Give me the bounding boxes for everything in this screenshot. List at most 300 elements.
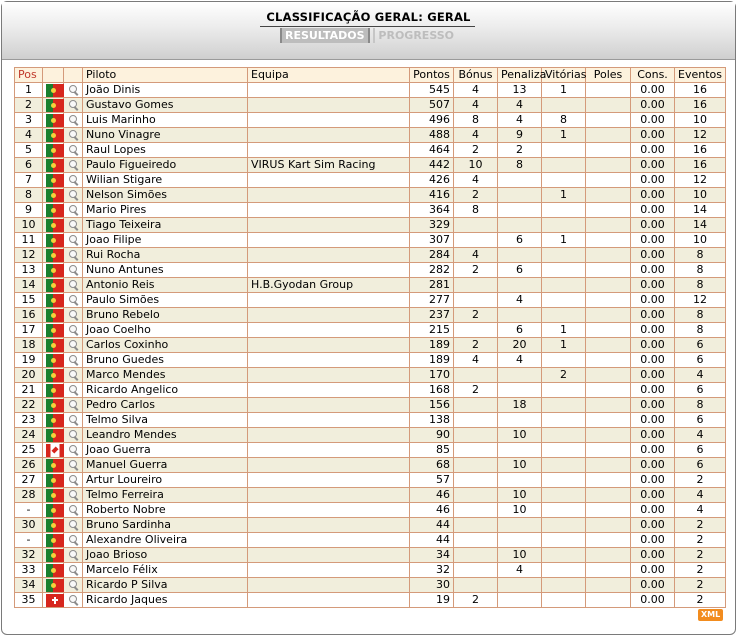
cell-team bbox=[248, 593, 410, 608]
cell-bonus bbox=[454, 218, 498, 233]
cell-bonus bbox=[454, 548, 498, 563]
cell-penalty bbox=[498, 188, 542, 203]
magnifier-icon[interactable] bbox=[68, 100, 79, 111]
cell-bonus bbox=[454, 368, 498, 383]
cell-events: 2 bbox=[675, 473, 726, 488]
flag-cell bbox=[43, 308, 64, 323]
cell-wins bbox=[542, 593, 586, 608]
cell-pos: 26 bbox=[15, 458, 43, 473]
magnifier-icon[interactable] bbox=[68, 595, 79, 606]
details-cell[interactable] bbox=[64, 413, 83, 428]
details-cell[interactable] bbox=[64, 563, 83, 578]
cell-cons: 0.00 bbox=[631, 203, 675, 218]
cell-bonus: 2 bbox=[454, 593, 498, 608]
magnifier-icon[interactable] bbox=[68, 295, 79, 306]
cell-bonus bbox=[454, 518, 498, 533]
table-row bbox=[15, 98, 726, 113]
details-cell[interactable] bbox=[64, 203, 83, 218]
details-cell[interactable] bbox=[64, 293, 83, 308]
cell-cons: 0.00 bbox=[631, 158, 675, 173]
cell-points: 364 bbox=[410, 203, 454, 218]
cell-events: 14 bbox=[675, 218, 726, 233]
col-header-penaliza[interactable]: Penaliza bbox=[498, 68, 542, 83]
cell-wins bbox=[542, 563, 586, 578]
cell-penalty: 10 bbox=[498, 428, 542, 443]
cell-team bbox=[248, 293, 410, 308]
cell-driver[interactable]: Tiago Teixeira bbox=[83, 218, 248, 233]
cell-bonus: 4 bbox=[454, 128, 498, 143]
details-cell[interactable] bbox=[64, 308, 83, 323]
cell-driver[interactable]: Marcelo Félix bbox=[83, 563, 248, 578]
table-row bbox=[15, 398, 726, 413]
details-cell[interactable] bbox=[64, 353, 83, 368]
portugal-flag-icon bbox=[46, 204, 64, 217]
cell-pos: 9 bbox=[15, 203, 43, 218]
flag-cell bbox=[43, 203, 64, 218]
cell-points: 44 bbox=[410, 518, 454, 533]
magnifier-icon[interactable] bbox=[68, 430, 79, 441]
portugal-flag-icon bbox=[46, 384, 64, 397]
cell-cons: 0.00 bbox=[631, 533, 675, 548]
cell-pos: 32 bbox=[15, 548, 43, 563]
cell-penalty: 2 bbox=[498, 143, 542, 158]
cell-driver[interactable]: Joao Filipe bbox=[83, 233, 248, 248]
portugal-flag-icon bbox=[46, 159, 64, 172]
cell-points: 329 bbox=[410, 218, 454, 233]
cell-penalty bbox=[498, 173, 542, 188]
magnifier-icon[interactable] bbox=[68, 250, 79, 261]
cell-poles bbox=[586, 158, 631, 173]
magnifier-icon[interactable] bbox=[68, 520, 79, 531]
magnifier-icon[interactable] bbox=[68, 325, 79, 336]
cell-bonus: 8 bbox=[454, 113, 498, 128]
magnifier-icon[interactable] bbox=[68, 190, 79, 201]
title-underline bbox=[260, 26, 475, 27]
details-cell[interactable] bbox=[64, 263, 83, 278]
cell-bonus bbox=[454, 563, 498, 578]
magnifier-icon[interactable] bbox=[68, 490, 79, 501]
cell-points: 138 bbox=[410, 413, 454, 428]
cell-pos: 8 bbox=[15, 188, 43, 203]
cell-team bbox=[248, 188, 410, 203]
cell-points: 170 bbox=[410, 368, 454, 383]
cell-bonus bbox=[454, 278, 498, 293]
cell-poles bbox=[586, 398, 631, 413]
details-cell[interactable] bbox=[64, 533, 83, 548]
portugal-flag-icon bbox=[46, 354, 64, 367]
cell-poles bbox=[586, 488, 631, 503]
magnifier-icon[interactable] bbox=[68, 400, 79, 411]
cell-wins bbox=[542, 458, 586, 473]
flag-cell bbox=[43, 83, 64, 98]
cell-driver[interactable]: Roberto Nobre bbox=[83, 503, 248, 518]
cell-penalty: 4 bbox=[498, 98, 542, 113]
col-header-pontos[interactable]: Pontos bbox=[410, 68, 454, 83]
cell-penalty: 8 bbox=[498, 158, 542, 173]
cell-events: 14 bbox=[675, 203, 726, 218]
magnifier-icon[interactable] bbox=[68, 460, 79, 471]
cell-events: 8 bbox=[675, 278, 726, 293]
cell-driver[interactable]: Bruno Guedes bbox=[83, 353, 248, 368]
cell-penalty bbox=[498, 203, 542, 218]
cell-driver[interactable]: Nuno Antunes bbox=[83, 263, 248, 278]
cell-driver[interactable]: Nelson Simões bbox=[83, 188, 248, 203]
cell-poles bbox=[586, 353, 631, 368]
cell-cons: 0.00 bbox=[631, 578, 675, 593]
cell-cons: 0.00 bbox=[631, 503, 675, 518]
col-header-poles[interactable]: Poles bbox=[586, 68, 631, 83]
portugal-flag-icon bbox=[46, 99, 64, 112]
cell-poles bbox=[586, 443, 631, 458]
cell-pos: 19 bbox=[15, 353, 43, 368]
cell-cons: 0.00 bbox=[631, 113, 675, 128]
details-cell[interactable] bbox=[64, 248, 83, 263]
cell-team bbox=[248, 218, 410, 233]
details-cell[interactable] bbox=[64, 473, 83, 488]
cell-driver[interactable]: Joao Brioso bbox=[83, 548, 248, 563]
cell-events: 12 bbox=[675, 173, 726, 188]
cell-driver[interactable]: Leandro Mendes bbox=[83, 428, 248, 443]
cell-points: 215 bbox=[410, 323, 454, 338]
details-cell[interactable] bbox=[64, 83, 83, 98]
cell-driver[interactable]: Raul Lopes bbox=[83, 143, 248, 158]
cell-pos: 13 bbox=[15, 263, 43, 278]
cell-cons: 0.00 bbox=[631, 248, 675, 263]
cell-driver[interactable]: Gustavo Gomes bbox=[83, 98, 248, 113]
cell-team: VIRUS Kart Sim Racing bbox=[248, 158, 410, 173]
cell-team bbox=[248, 548, 410, 563]
cell-poles bbox=[586, 548, 631, 563]
details-cell[interactable] bbox=[64, 113, 83, 128]
magnifier-icon[interactable] bbox=[68, 340, 79, 351]
table-row bbox=[15, 503, 726, 518]
panel-header bbox=[2, 2, 735, 60]
cell-driver[interactable]: Rui Rocha bbox=[83, 248, 248, 263]
cell-poles bbox=[586, 473, 631, 488]
cell-bonus: 2 bbox=[454, 338, 498, 353]
cell-bonus bbox=[454, 323, 498, 338]
cell-pos: - bbox=[15, 533, 43, 548]
cell-penalty: 4 bbox=[498, 293, 542, 308]
cell-cons: 0.00 bbox=[631, 458, 675, 473]
cell-team bbox=[248, 323, 410, 338]
cell-points: 85 bbox=[410, 443, 454, 458]
magnifier-icon[interactable] bbox=[68, 385, 79, 396]
table-row bbox=[15, 113, 726, 128]
table-row bbox=[15, 263, 726, 278]
cell-driver[interactable]: Bruno Rebelo bbox=[83, 308, 248, 323]
cell-pos: 18 bbox=[15, 338, 43, 353]
cell-driver[interactable]: Marco Mendes bbox=[83, 368, 248, 383]
cell-cons: 0.00 bbox=[631, 563, 675, 578]
cell-events: 2 bbox=[675, 518, 726, 533]
cell-events: 4 bbox=[675, 368, 726, 383]
cell-poles bbox=[586, 383, 631, 398]
magnifier-icon[interactable] bbox=[68, 310, 79, 321]
cell-driver[interactable]: Ricardo P Silva bbox=[83, 578, 248, 593]
col-header-cons[interactable]: Cons. bbox=[631, 68, 675, 83]
cell-wins bbox=[542, 263, 586, 278]
magnifier-icon[interactable] bbox=[68, 355, 79, 366]
cell-bonus: 2 bbox=[454, 263, 498, 278]
cell-poles bbox=[586, 428, 631, 443]
col-header-flag bbox=[43, 68, 64, 83]
cell-wins bbox=[542, 143, 586, 158]
details-cell[interactable] bbox=[64, 128, 83, 143]
portugal-flag-icon bbox=[46, 414, 64, 427]
cell-team bbox=[248, 203, 410, 218]
cell-penalty bbox=[498, 278, 542, 293]
cell-events: 16 bbox=[675, 158, 726, 173]
cell-cons: 0.00 bbox=[631, 593, 675, 608]
cell-events: 4 bbox=[675, 428, 726, 443]
cell-events: 10 bbox=[675, 113, 726, 128]
magnifier-icon[interactable] bbox=[68, 415, 79, 426]
magnifier-icon[interactable] bbox=[68, 145, 79, 156]
cell-bonus: 4 bbox=[454, 248, 498, 263]
table-row bbox=[15, 233, 726, 248]
cell-wins bbox=[542, 578, 586, 593]
table-row bbox=[15, 548, 726, 563]
cell-driver[interactable]: Artur Loureiro bbox=[83, 473, 248, 488]
magnifier-icon[interactable] bbox=[68, 505, 79, 516]
cell-driver[interactable]: Telmo Ferreira bbox=[83, 488, 248, 503]
details-cell[interactable] bbox=[64, 188, 83, 203]
cell-points: 68 bbox=[410, 458, 454, 473]
details-cell[interactable] bbox=[64, 398, 83, 413]
cell-poles bbox=[586, 413, 631, 428]
details-cell[interactable] bbox=[64, 593, 83, 608]
details-cell[interactable] bbox=[64, 173, 83, 188]
details-cell[interactable] bbox=[64, 278, 83, 293]
cell-driver[interactable]: Paulo Figueiredo bbox=[83, 158, 248, 173]
cell-events: 6 bbox=[675, 443, 726, 458]
cell-driver[interactable]: Luis Marinho bbox=[83, 113, 248, 128]
table-row bbox=[15, 353, 726, 368]
portugal-flag-icon bbox=[46, 564, 64, 577]
magnifier-icon[interactable] bbox=[68, 475, 79, 486]
cell-team bbox=[248, 368, 410, 383]
cell-bonus bbox=[454, 578, 498, 593]
cell-pos: 7 bbox=[15, 173, 43, 188]
cell-driver[interactable]: Wilian Stigare bbox=[83, 173, 248, 188]
cell-events: 2 bbox=[675, 533, 726, 548]
tab-progresso[interactable]: PROGRESSO bbox=[373, 28, 457, 43]
cell-team bbox=[248, 578, 410, 593]
cell-wins bbox=[542, 353, 586, 368]
cell-pos: 12 bbox=[15, 248, 43, 263]
table-header-row bbox=[15, 68, 726, 83]
col-header-vitorias[interactable]: Vitórias bbox=[542, 68, 586, 83]
col-header-bonus[interactable]: Bónus bbox=[454, 68, 498, 83]
cell-events: 2 bbox=[675, 578, 726, 593]
magnifier-icon[interactable] bbox=[68, 565, 79, 576]
cell-events: 6 bbox=[675, 458, 726, 473]
cell-penalty bbox=[498, 533, 542, 548]
table-row bbox=[15, 248, 726, 263]
cell-bonus: 4 bbox=[454, 98, 498, 113]
magnifier-icon[interactable] bbox=[68, 580, 79, 591]
table-row bbox=[15, 563, 726, 578]
cell-team bbox=[248, 413, 410, 428]
cell-bonus: 2 bbox=[454, 188, 498, 203]
magnifier-icon[interactable] bbox=[68, 280, 79, 291]
col-header-piloto[interactable]: Piloto bbox=[83, 68, 248, 83]
cell-events: 6 bbox=[675, 413, 726, 428]
portugal-flag-icon bbox=[46, 174, 64, 187]
cell-penalty: 4 bbox=[498, 353, 542, 368]
details-cell[interactable] bbox=[64, 338, 83, 353]
cell-events: 16 bbox=[675, 83, 726, 98]
cell-driver[interactable]: Mario Pires bbox=[83, 203, 248, 218]
tab-resultados[interactable]: RESULTADOS bbox=[280, 28, 370, 43]
magnifier-icon[interactable] bbox=[68, 220, 79, 231]
cell-points: 284 bbox=[410, 248, 454, 263]
cell-cons: 0.00 bbox=[631, 548, 675, 563]
flag-cell bbox=[43, 293, 64, 308]
cell-cons: 0.00 bbox=[631, 368, 675, 383]
cell-bonus: 10 bbox=[454, 158, 498, 173]
details-cell[interactable] bbox=[64, 98, 83, 113]
details-cell[interactable] bbox=[64, 428, 83, 443]
cell-pos: 23 bbox=[15, 413, 43, 428]
cell-penalty bbox=[498, 443, 542, 458]
cell-penalty: 13 bbox=[498, 83, 542, 98]
details-cell[interactable] bbox=[64, 443, 83, 458]
cell-poles bbox=[586, 188, 631, 203]
cell-penalty bbox=[498, 383, 542, 398]
details-cell[interactable] bbox=[64, 458, 83, 473]
cell-driver[interactable]: Manuel Guerra bbox=[83, 458, 248, 473]
magnifier-icon[interactable] bbox=[68, 115, 79, 126]
cell-driver[interactable]: Joao Coelho bbox=[83, 323, 248, 338]
table-row bbox=[15, 428, 726, 443]
xml-export-button[interactable]: XML bbox=[698, 609, 723, 621]
flag-cell bbox=[43, 143, 64, 158]
col-header-equipa[interactable]: Equipa bbox=[248, 68, 410, 83]
cell-poles bbox=[586, 593, 631, 608]
cell-events: 10 bbox=[675, 233, 726, 248]
cell-team bbox=[248, 128, 410, 143]
magnifier-icon[interactable] bbox=[68, 445, 79, 456]
details-cell[interactable] bbox=[64, 488, 83, 503]
standings-table bbox=[14, 67, 726, 608]
cell-team bbox=[248, 173, 410, 188]
cell-wins bbox=[542, 203, 586, 218]
cell-events: 12 bbox=[675, 293, 726, 308]
col-header-eventos[interactable]: Eventos bbox=[675, 68, 726, 83]
details-cell[interactable] bbox=[64, 383, 83, 398]
magnifier-icon[interactable] bbox=[68, 160, 79, 171]
cell-wins bbox=[542, 398, 586, 413]
details-cell[interactable] bbox=[64, 158, 83, 173]
cell-team bbox=[248, 428, 410, 443]
cell-pos: 27 bbox=[15, 473, 43, 488]
cell-driver[interactable]: Ricardo Jaques bbox=[83, 593, 248, 608]
cell-events: 4 bbox=[675, 488, 726, 503]
flag-cell bbox=[43, 188, 64, 203]
portugal-flag-icon bbox=[46, 339, 64, 352]
magnifier-icon[interactable] bbox=[68, 175, 79, 186]
portugal-flag-icon bbox=[46, 324, 64, 337]
cell-poles bbox=[586, 113, 631, 128]
cell-driver[interactable]: Paulo Simões bbox=[83, 293, 248, 308]
magnifier-icon[interactable] bbox=[68, 370, 79, 381]
portugal-flag-icon bbox=[46, 114, 64, 127]
cell-bonus bbox=[454, 443, 498, 458]
cell-team bbox=[248, 113, 410, 128]
magnifier-icon[interactable] bbox=[68, 265, 79, 276]
cell-driver[interactable]: Joao Guerra bbox=[83, 443, 248, 458]
cell-penalty bbox=[498, 593, 542, 608]
cell-wins bbox=[542, 158, 586, 173]
magnifier-icon[interactable] bbox=[68, 235, 79, 246]
details-cell[interactable] bbox=[64, 233, 83, 248]
cell-penalty: 10 bbox=[498, 503, 542, 518]
cell-driver[interactable]: Telmo Silva bbox=[83, 413, 248, 428]
cell-points: 277 bbox=[410, 293, 454, 308]
cell-pos: 21 bbox=[15, 383, 43, 398]
cell-penalty bbox=[498, 413, 542, 428]
cell-driver[interactable]: Antonio Reis bbox=[83, 278, 248, 293]
details-cell[interactable] bbox=[64, 218, 83, 233]
cell-driver[interactable]: Bruno Sardinha bbox=[83, 518, 248, 533]
cell-poles bbox=[586, 563, 631, 578]
cell-cons: 0.00 bbox=[631, 428, 675, 443]
details-cell[interactable] bbox=[64, 518, 83, 533]
magnifier-icon[interactable] bbox=[68, 85, 79, 96]
cell-pos: 2 bbox=[15, 98, 43, 113]
flag-cell bbox=[43, 413, 64, 428]
cell-events: 4 bbox=[675, 503, 726, 518]
details-cell[interactable] bbox=[64, 368, 83, 383]
cell-cons: 0.00 bbox=[631, 308, 675, 323]
cell-driver[interactable]: Pedro Carlos bbox=[83, 398, 248, 413]
details-cell[interactable] bbox=[64, 578, 83, 593]
details-cell[interactable] bbox=[64, 548, 83, 563]
details-cell[interactable] bbox=[64, 323, 83, 338]
cell-points: 46 bbox=[410, 488, 454, 503]
magnifier-icon[interactable] bbox=[68, 535, 79, 546]
magnifier-icon[interactable] bbox=[68, 130, 79, 141]
cell-cons: 0.00 bbox=[631, 473, 675, 488]
cell-driver[interactable]: Nuno Vinagre bbox=[83, 128, 248, 143]
cell-poles bbox=[586, 218, 631, 233]
cell-driver[interactable]: Alexandre Oliveira bbox=[83, 533, 248, 548]
cell-wins bbox=[542, 218, 586, 233]
flag-cell bbox=[43, 473, 64, 488]
cell-team bbox=[248, 143, 410, 158]
details-cell[interactable] bbox=[64, 143, 83, 158]
cell-team bbox=[248, 263, 410, 278]
cell-wins: 1 bbox=[542, 83, 586, 98]
cell-events: 8 bbox=[675, 263, 726, 278]
cell-cons: 0.00 bbox=[631, 173, 675, 188]
magnifier-icon[interactable] bbox=[68, 205, 79, 216]
cell-poles bbox=[586, 323, 631, 338]
cell-poles bbox=[586, 533, 631, 548]
cell-points: 32 bbox=[410, 563, 454, 578]
cell-driver[interactable]: João Dinis bbox=[83, 83, 248, 98]
details-cell[interactable] bbox=[64, 503, 83, 518]
magnifier-icon[interactable] bbox=[68, 550, 79, 561]
cell-team bbox=[248, 533, 410, 548]
cell-cons: 0.00 bbox=[631, 338, 675, 353]
cell-cons: 0.00 bbox=[631, 233, 675, 248]
cell-driver[interactable]: Ricardo Angelico bbox=[83, 383, 248, 398]
cell-team bbox=[248, 398, 410, 413]
cell-driver[interactable]: Carlos Coxinho bbox=[83, 338, 248, 353]
